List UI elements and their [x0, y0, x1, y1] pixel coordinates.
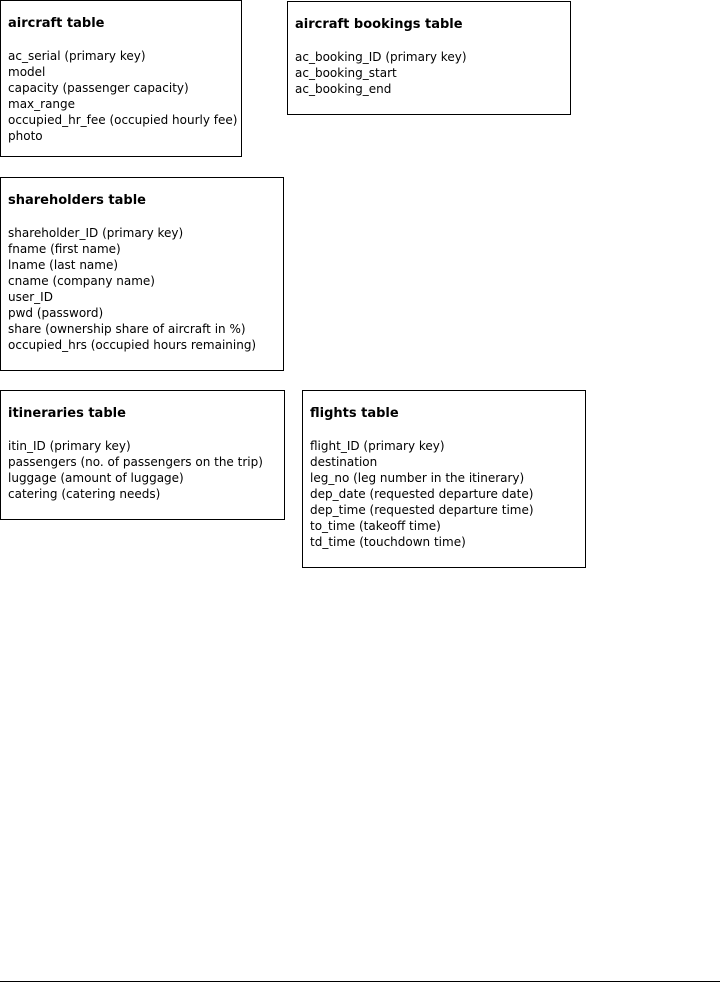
itineraries-table	[0, 390, 285, 520]
table-field: ac_booking_ID (primary key)	[295, 50, 467, 64]
table-field: model	[8, 65, 46, 79]
table-field: dep_time (requested departure time)	[310, 503, 534, 517]
table-field: ac_booking_end	[295, 82, 392, 96]
table-field: max_range	[8, 97, 76, 111]
table-field: share (ownership share of aircraft in %)	[8, 322, 246, 336]
table-field: ac_booking_start	[295, 66, 397, 80]
table-field: fname (first name)	[8, 242, 121, 256]
table-field: to_time (takeoff time)	[310, 519, 441, 533]
table-field: occupied_hrs (occupied hours remaining)	[8, 338, 257, 352]
table-field: lname (last name)	[8, 258, 119, 272]
table-field: itin_ID (primary key)	[8, 439, 131, 453]
table-field: shareholder_ID (primary key)	[8, 226, 184, 240]
table-title: aircraft bookings table	[295, 17, 463, 32]
aircraft-table	[0, 0, 242, 157]
table-title: aircraft table	[8, 16, 105, 31]
table-field: leg_no (leg number in the itinerary)	[310, 471, 525, 485]
table-field: dep_date (requested departure date)	[310, 487, 534, 501]
table-field: cname (company name)	[8, 274, 155, 288]
table-field: flight_ID (primary key)	[310, 439, 445, 453]
table-field: ac_serial (primary key)	[8, 49, 146, 63]
table-field: user_ID	[8, 290, 53, 304]
flights-table	[302, 390, 586, 568]
table-field: photo	[8, 129, 43, 143]
page-bottom-divider	[0, 981, 720, 982]
shareholders-table	[0, 177, 284, 371]
table-title: shareholders table	[8, 193, 146, 208]
table-field: passengers (no. of passengers on the trip)	[8, 455, 263, 469]
table-title: itineraries table	[8, 406, 126, 421]
table-title: flights table	[310, 406, 399, 421]
field-list	[8, 225, 276, 353]
field-list	[295, 49, 563, 97]
table-field: pwd (password)	[8, 306, 104, 320]
aircraft-bookings-table	[287, 1, 571, 115]
field-list	[8, 438, 277, 502]
table-field: destination	[310, 455, 378, 469]
table-field: capacity (passenger capacity)	[8, 81, 189, 95]
table-field: occupied_hr_fee (occupied hourly fee)	[8, 113, 238, 127]
field-list	[310, 438, 578, 550]
field-list	[8, 48, 238, 144]
table-field: catering (catering needs)	[8, 487, 161, 501]
table-field: td_time (touchdown time)	[310, 535, 466, 549]
table-field: luggage (amount of luggage)	[8, 471, 184, 485]
